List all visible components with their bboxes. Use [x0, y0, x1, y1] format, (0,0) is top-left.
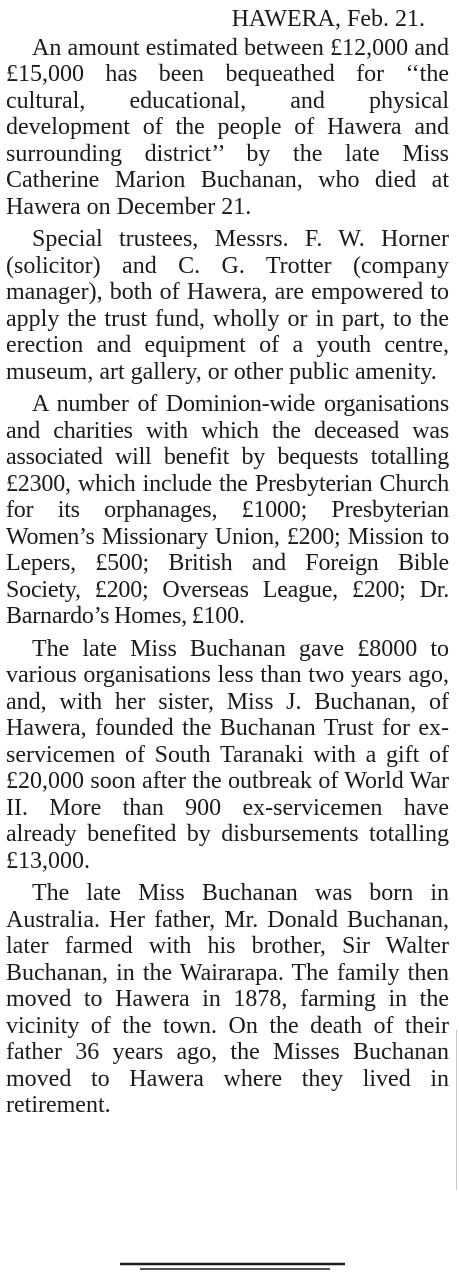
closing-rule-graphic [0, 1258, 459, 1278]
paragraph-previous-gifts: The late Miss Buchanan gave £8000 to various organisations less than two years ago, and, with her sister, Miss J. Buchanan, of Hawera, founded the Buchanan Trust for ex-servicemen of South Taranaki with a gift of £20,000 soon after the outbreak of World War II. More than 900 ex-servicemen have already benefited by disbursements totalling £13,000. [6, 635, 449, 874]
paragraph-trustees: Special trustees, Messrs. F. W. Horner (solicitor) and C. G. Trotter (company manager), both of Hawera, are empowered to apply the trust fund, wholly or in part, to the erection and equipment of a youth centre, museum, art gallery, or other public amenity. [6, 226, 449, 385]
paragraph-charities: A number of Dominion-wide organisations and charities with which the deceased was associated will benefit by bequests totalling £2300, which include the Presbyterian Church for its orphanages, £1000; Presbyterian Women’s Missionary Union, £200; Mission to Lepers, £500; British and Foreign Bible Society, £200; Overseas League, £200; Dr. Barnardo’s Homes, £100. [6, 391, 449, 629]
closing-rule [0, 1258, 459, 1278]
column-edge-rule [456, 1030, 457, 1190]
dateline: HAWERA, Feb. 21. [231, 6, 425, 32]
paragraph-biography: The late Miss Buchanan was born in Australia. Her father, Mr. Donald Buchanan, later farmed with his brother, Sir Walter Buchanan, in the Wairarapa. The family then moved to Hawera in 1878, farming in the vicinity of the town. On the death of their father 36 years ago, the Misses Buchanan moved to Hawera where they lived in retirement. [6, 880, 449, 1118]
paragraph-bequest: An amount estimated between £12,000 and £15,000 has been bequeathed for ‘‘the cultural, educational, and physical development of the people of Hawera and surrounding district’’ by the late Miss Catherine Marion Buchanan, who died at Hawera on December 21. [6, 34, 449, 220]
